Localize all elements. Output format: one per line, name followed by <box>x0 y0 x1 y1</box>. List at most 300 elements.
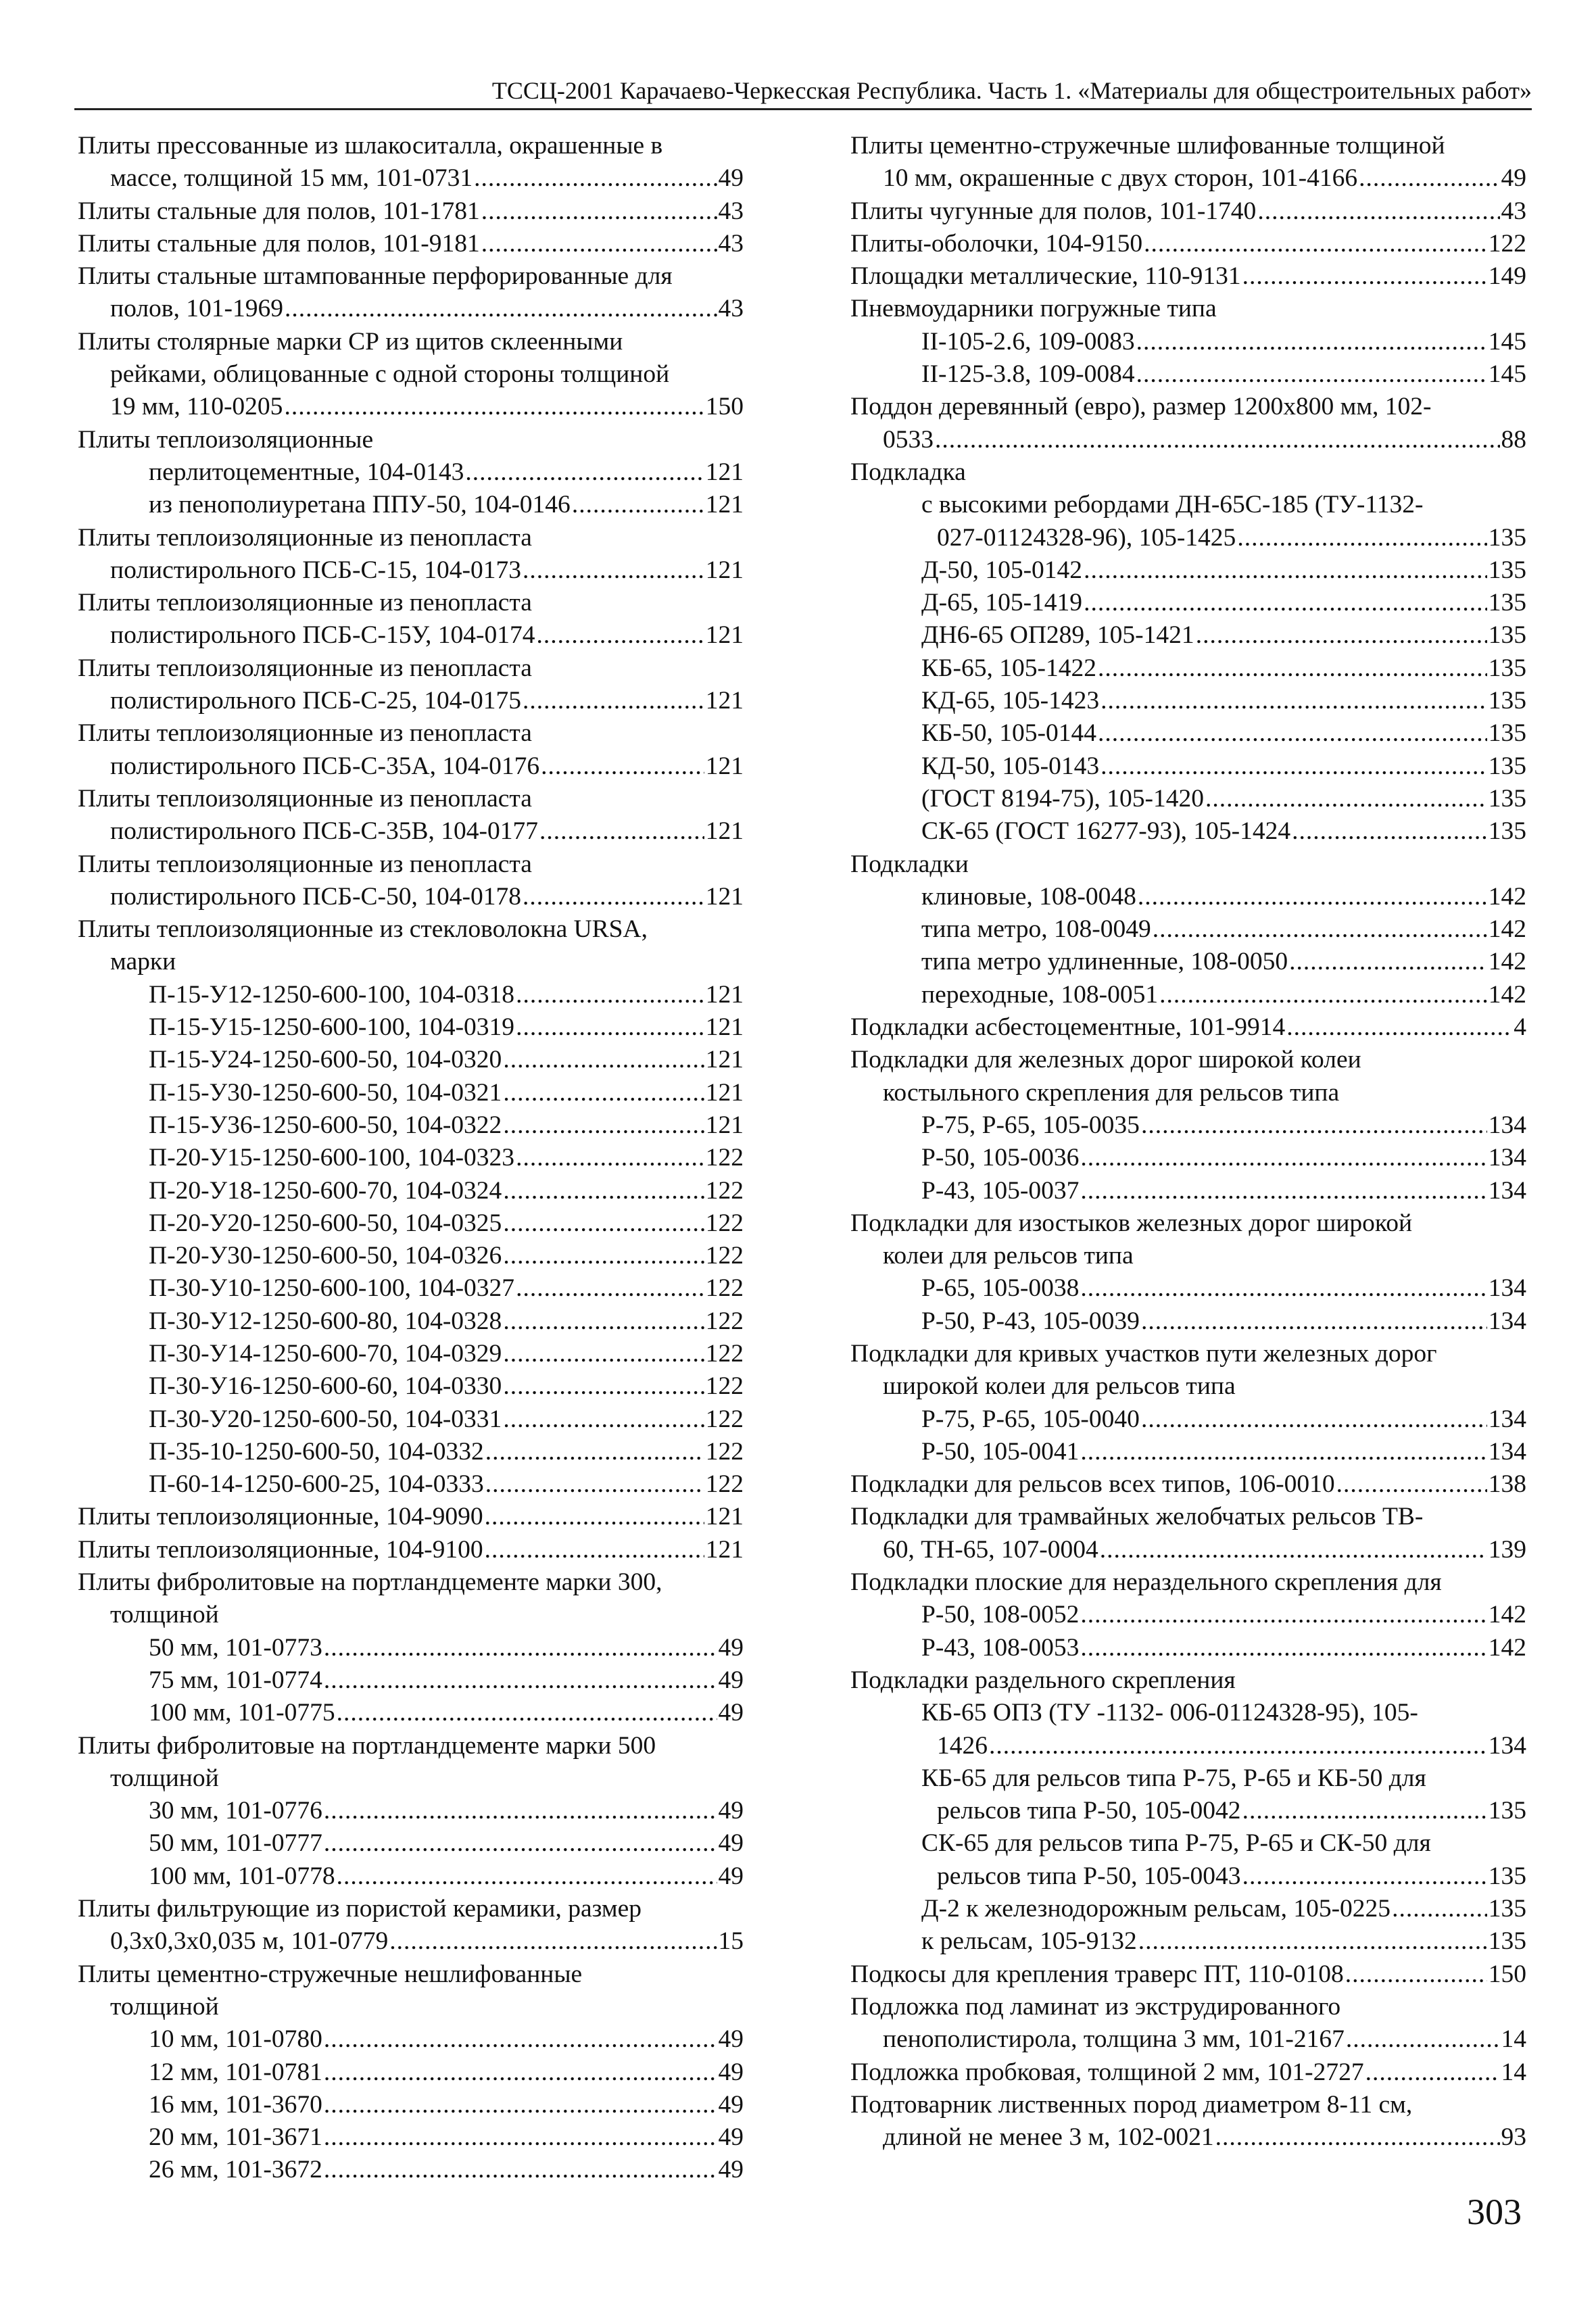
index-entry <box>78 1044 744 1076</box>
index-entry-text: толщиной <box>110 1601 219 1629</box>
index-entry-page: 49 <box>718 164 744 193</box>
index-entry <box>78 652 744 685</box>
index-entry-text: Плиты цементно-стружечные нешлифованные <box>78 1960 583 1988</box>
index-entry-page: 135 <box>1488 654 1526 682</box>
index-entry-text: пенополистирола, толщина 3 мм, 101-2167 <box>883 2025 1345 2054</box>
index-entry-text: к рельсам, 105-9132 <box>921 1927 1137 1956</box>
index-entry <box>850 619 1526 652</box>
index-entry-page: 4 <box>1514 1013 1526 1042</box>
index-entry <box>78 293 744 325</box>
index-entry <box>850 848 1526 881</box>
index-entry-page: 15 <box>718 1927 744 1956</box>
index-entry-text: Р-50, 105-0041 <box>921 1437 1080 1466</box>
index-entry-page: 138 <box>1488 1470 1526 1499</box>
index-entry-text: 12 мм, 101-0781 <box>149 2058 322 2086</box>
index-entry <box>78 2121 744 2154</box>
index-entry <box>850 1893 1526 1925</box>
index-entry <box>850 260 1526 293</box>
index-entry <box>78 587 744 619</box>
dot-leader <box>1215 2121 1500 2154</box>
dot-leader <box>516 1272 704 1305</box>
index-entry-text: колеи для рельсов типа <box>883 1242 1134 1270</box>
index-entry-text: Плиты стальные штампованные перфорированные для <box>78 262 673 291</box>
index-entry <box>850 1632 1526 1664</box>
index-entry-text: 50 мм, 101-0777 <box>149 1829 322 1858</box>
index-entry <box>78 979 744 1011</box>
index-entry-text: Плиты чугунные для полов, 101-1740 <box>850 197 1257 225</box>
index-entry-text: Подкладки для трамвайных желобчатых рельсов ТВ- <box>850 1503 1424 1531</box>
index-entry <box>850 1599 1526 1631</box>
index-entry-text: длиной не менее 3 м, 102-0021 <box>883 2123 1214 2152</box>
index-entry-text: П-15-У24-1250-600-50, 104-0320 <box>149 1046 502 1074</box>
index-entry-text: 100 мм, 101-0775 <box>149 1699 335 1727</box>
index-entry-text: Плиты теплоизоляционные из пенопласта <box>78 719 532 748</box>
index-entry-text: 75 мм, 101-0774 <box>149 1666 322 1694</box>
index-entry <box>850 1925 1526 1958</box>
index-entry <box>850 130 1526 162</box>
index-entry-page: 135 <box>1488 687 1526 715</box>
index-entry-page: 49 <box>1501 164 1526 193</box>
index-entry-text: из пенополиуретана ППУ-50, 104-0146 <box>149 491 571 519</box>
index-entry-text: Плиты теплоизоляционные из пенопласта <box>78 523 532 552</box>
index-entry <box>78 195 744 228</box>
index-entry-text: 0,3х0,3х0,035 м, 101-0779 <box>110 1927 389 1956</box>
index-entry <box>850 1501 1526 1533</box>
index-entry-text: полистирольного ПСБ-С-35А, 104-0176 <box>110 752 540 780</box>
index-entry <box>78 1664 744 1697</box>
index-entry <box>850 1272 1526 1305</box>
index-entry <box>850 1534 1526 1566</box>
index-entry <box>850 195 1526 228</box>
index-entry-text: Р-75, Р-65, 105-0040 <box>921 1405 1140 1433</box>
index-entry-text: Р-50, 105-0036 <box>921 1144 1080 1172</box>
index-entry-text: П-30-У14-1250-600-70, 104-0329 <box>149 1339 502 1368</box>
dot-leader <box>481 228 717 260</box>
index-entry <box>78 619 744 652</box>
index-entry <box>850 2089 1526 2121</box>
index-entry <box>850 1664 1526 1697</box>
dot-leader <box>284 391 704 423</box>
index-entry <box>850 1011 1526 1044</box>
index-entry <box>78 1991 744 2023</box>
index-entry-text: 19 мм, 110-0205 <box>110 393 283 421</box>
index-entry-page: 14 <box>1501 2025 1526 2054</box>
index-entry-text: 10 мм, 101-0780 <box>149 2025 322 2054</box>
dot-leader <box>1242 1795 1487 1827</box>
dot-leader <box>503 1175 704 1207</box>
dot-leader <box>503 1207 704 1240</box>
index-entry-text: II-125-3.8, 109-0084 <box>921 360 1135 389</box>
index-entry-text: Площадки металлические, 110-9131 <box>850 262 1241 291</box>
dot-leader <box>1100 1534 1487 1566</box>
index-entry <box>78 1958 744 1991</box>
index-entry-page: 93 <box>1501 2123 1526 2152</box>
index-entry <box>78 1436 744 1468</box>
dot-leader <box>485 1501 704 1533</box>
index-entry-text: типа метро удлиненные, 108-0050 <box>921 948 1288 976</box>
index-entry-page: 134 <box>1488 1437 1526 1466</box>
dot-leader <box>1153 913 1487 946</box>
index-entry <box>850 522 1526 554</box>
index-entry-page: 134 <box>1488 1274 1526 1303</box>
index-entry-page: 122 <box>705 1339 744 1368</box>
index-entry <box>78 1403 744 1436</box>
index-entry-text: Пневмоударники погружные типа <box>850 295 1217 323</box>
page-number: 303 <box>1467 2192 1522 2232</box>
index-entry-text: П-15-У30-1250-600-50, 104-0321 <box>149 1078 502 1107</box>
index-entry-text: Плиты теплоизоляционные из пенопласта <box>78 654 532 682</box>
index-entry-text: КБ-65, 105-1422 <box>921 654 1097 682</box>
dot-leader <box>324 2056 717 2089</box>
index-entry <box>78 1697 744 1729</box>
dot-leader <box>1136 358 1487 391</box>
index-entry-page: 121 <box>705 1535 744 1564</box>
index-entry-page: 121 <box>705 1013 744 1042</box>
index-entry-text: костыльного скрепления для рельсов типа <box>883 1078 1340 1107</box>
index-entry-text: 60, ТН-65, 107-0004 <box>883 1535 1098 1564</box>
index-entry <box>850 1860 1526 1893</box>
dot-leader <box>324 1632 717 1664</box>
index-entry-page: 135 <box>1488 589 1526 617</box>
index-entry <box>78 1893 744 1925</box>
dot-leader <box>1138 1925 1487 1958</box>
index-entry-page: 150 <box>705 393 744 421</box>
index-entry-page: 121 <box>705 1078 744 1107</box>
index-entry <box>78 358 744 391</box>
dot-leader <box>1345 1958 1487 1991</box>
index-entry <box>850 913 1526 946</box>
dot-leader <box>1084 587 1487 619</box>
dot-leader <box>1359 162 1499 195</box>
index-entry-text: П-30-У16-1250-600-60, 104-0330 <box>149 1372 502 1401</box>
index-entry-text: Подкладки для изостыков железных дорог широкой <box>850 1209 1413 1237</box>
index-entry <box>850 587 1526 619</box>
index-entry <box>850 1044 1526 1076</box>
index-entry <box>850 228 1526 260</box>
index-entry-page: 49 <box>718 2156 744 2184</box>
index-entry-page: 121 <box>705 1046 744 1074</box>
index-entry <box>78 717 744 750</box>
dot-leader <box>324 2089 717 2121</box>
index-entry-page: 122 <box>705 1242 744 1270</box>
index-entry <box>78 1011 744 1044</box>
index-entry <box>850 2023 1526 2056</box>
index-entry-text: Р-43, 108-0053 <box>921 1633 1080 1662</box>
index-entry-text: II-105-2.6, 109-0083 <box>921 327 1135 356</box>
index-entry <box>850 685 1526 717</box>
index-entry-page: 135 <box>1488 1895 1526 1923</box>
index-entry-text: полистирольного ПСБ-С-15, 104-0173 <box>110 556 522 584</box>
dot-leader <box>324 1827 717 1860</box>
index-entry <box>78 1175 744 1207</box>
index-entry-text: П-30-У20-1250-600-50, 104-0331 <box>149 1405 502 1433</box>
index-entry <box>78 2023 744 2056</box>
dot-leader <box>1080 1142 1486 1174</box>
index-entry-page: 135 <box>1488 817 1526 846</box>
dot-leader <box>1084 554 1487 587</box>
index-entry <box>850 1730 1526 1762</box>
index-entry <box>850 1142 1526 1174</box>
index-entry-text: Подкосы для крепления траверс ПТ, 110-0108 <box>850 1960 1344 1988</box>
dot-leader <box>1336 1468 1487 1501</box>
dot-leader <box>1080 1599 1486 1631</box>
dot-leader <box>337 1697 717 1729</box>
index-entry-text: Р-43, 105-0037 <box>921 1176 1080 1205</box>
index-entry-page: 43 <box>718 229 744 258</box>
index-entry <box>78 1305 744 1338</box>
index-entry-text: П-20-У18-1250-600-70, 104-0324 <box>149 1176 502 1205</box>
index-entry <box>850 652 1526 685</box>
index-entry-text: Подкладки для рельсов всех типов, 106-0010 <box>850 1470 1335 1499</box>
index-entry <box>78 1468 744 1501</box>
dot-leader <box>1289 946 1487 978</box>
index-entry <box>78 1632 744 1664</box>
index-entry <box>78 424 744 456</box>
index-entry-text: 027-01124328-96), 105-1425 <box>937 523 1236 552</box>
dot-leader <box>1237 522 1486 554</box>
index-entry-text: КБ-50, 105-0144 <box>921 719 1097 748</box>
index-entry-page: 135 <box>1488 1862 1526 1890</box>
dot-leader <box>1141 1403 1487 1436</box>
index-entry-text: П-30-У12-1250-600-80, 104-0328 <box>149 1307 502 1335</box>
index-entry-page: 121 <box>705 621 744 650</box>
index-entry-page: 142 <box>1488 980 1526 1009</box>
index-entry-text: клиновые, 108-0048 <box>921 882 1136 911</box>
index-entry <box>850 1077 1526 1109</box>
index-entry-text: толщиной <box>110 1764 219 1792</box>
index-entry-page: 121 <box>705 1111 744 1139</box>
dot-leader <box>541 750 704 783</box>
index-entry <box>850 424 1526 456</box>
index-entry-page: 121 <box>705 752 744 780</box>
index-entry-page: 135 <box>1488 719 1526 748</box>
index-entry-page: 49 <box>718 2090 744 2119</box>
dot-leader <box>1098 717 1487 750</box>
index-entry-text: 1426 <box>937 1731 988 1760</box>
index-entry-text: 0533 <box>883 425 934 454</box>
index-entry-page: 121 <box>705 817 744 846</box>
index-entry-text: Подкладки для железных дорог широкой колеи <box>850 1046 1361 1074</box>
index-entry-text: рельсов типа Р-50, 105-0043 <box>937 1862 1241 1890</box>
index-entry-page: 49 <box>718 2058 744 2086</box>
index-entry-text: Плиты-оболочки, 104-9150 <box>850 229 1143 258</box>
index-entry-page: 121 <box>705 687 744 715</box>
dot-leader <box>1141 1305 1487 1338</box>
index-entry-text: 10 мм, окрашенные с двух сторон, 101-4166 <box>883 164 1358 193</box>
index-entry <box>78 1795 744 1827</box>
index-entry-page: 142 <box>1488 1633 1526 1662</box>
index-entry-page: 43 <box>718 197 744 225</box>
index-entry <box>78 1762 744 1795</box>
index-entry-text: Д-2 к железнодорожным рельсам, 105-0225 <box>921 1895 1391 1923</box>
index-entry <box>850 783 1526 815</box>
index-entry <box>850 881 1526 913</box>
dot-leader <box>503 1338 704 1370</box>
index-entry-page: 49 <box>718 1797 744 1825</box>
index-entry-page: 134 <box>1488 1731 1526 1760</box>
dot-leader <box>536 619 704 652</box>
index-entry <box>850 979 1526 1011</box>
index-entry-text: Плиты фибролитовые на портландцементе марки 500 <box>78 1731 656 1760</box>
index-entry <box>78 1077 744 1109</box>
dot-leader <box>1242 260 1487 293</box>
index-entry-page: 145 <box>1488 327 1526 356</box>
index-entry <box>850 1762 1526 1795</box>
index-entry <box>78 1860 744 1893</box>
dot-leader <box>523 554 704 587</box>
index-entry <box>850 456 1526 489</box>
index-entry-text: П-20-У20-1250-600-50, 104-0325 <box>149 1209 502 1237</box>
index-entry <box>78 162 744 195</box>
index-entry-text: (ГОСТ 8194-75), 105-1420 <box>921 784 1205 813</box>
dot-leader <box>1196 619 1487 652</box>
index-entry <box>78 1566 744 1599</box>
index-entry-text: Плиты теплоизоляционные <box>78 425 374 454</box>
index-entry <box>78 1501 744 1533</box>
index-column-left <box>78 130 744 2187</box>
dot-leader <box>503 1109 704 1142</box>
dot-leader <box>516 1142 704 1174</box>
index-entry-text: 100 мм, 101-0778 <box>149 1862 335 1890</box>
dot-leader <box>485 1436 704 1468</box>
dot-leader <box>503 1044 704 1076</box>
index-entry-text: Подтоварник лиственных пород диаметром 8-11 см, <box>850 2090 1413 2119</box>
index-entry <box>850 326 1526 358</box>
index-entry-page: 122 <box>705 1144 744 1172</box>
index-entry-text: Плиты прессованные из шлакоситалла, окрашенные в <box>78 132 663 160</box>
dot-leader <box>1365 2056 1500 2089</box>
dot-leader <box>1101 685 1487 717</box>
index-entry-text: Подкладка <box>850 458 966 486</box>
index-entry-text: Д-50, 105-0142 <box>921 556 1083 584</box>
index-entry-text: полистирольного ПСБ-С-15У, 104-0174 <box>110 621 535 650</box>
index-entry <box>78 1925 744 1958</box>
index-entry-text: полов, 101-1969 <box>110 295 283 323</box>
index-entry <box>850 162 1526 195</box>
index-entry-text: с высокими ребордами ДН-65С-185 (ТУ-1132- <box>921 491 1424 519</box>
index-entry <box>850 554 1526 587</box>
index-entry-text: П-20-У30-1250-600-50, 104-0326 <box>149 1242 502 1270</box>
index-entry-page: 142 <box>1488 882 1526 911</box>
index-entry-page: 49 <box>718 2123 744 2152</box>
index-entry <box>850 1109 1526 1142</box>
index-entry <box>78 783 744 815</box>
dot-leader <box>481 195 717 228</box>
index-entry <box>850 1240 1526 1272</box>
index-entry <box>850 1991 1526 2023</box>
dot-leader <box>324 2154 717 2186</box>
index-entry <box>850 946 1526 978</box>
index-entry-page: 135 <box>1488 752 1526 780</box>
index-entry <box>78 1534 744 1566</box>
index-entry <box>78 1240 744 1272</box>
index-entry-page: 122 <box>705 1274 744 1303</box>
dot-leader <box>1292 815 1487 848</box>
index-entry <box>78 881 744 913</box>
dot-leader <box>1080 1272 1486 1305</box>
index-entry-text: 26 мм, 101-3672 <box>149 2156 322 2184</box>
index-entry <box>78 1142 744 1174</box>
dot-leader <box>1136 326 1487 358</box>
index-entry-text: 16 мм, 101-3670 <box>149 2090 322 2119</box>
index-entry <box>78 391 744 423</box>
dot-leader <box>503 1305 704 1338</box>
index-entry-page: 135 <box>1488 621 1526 650</box>
dot-leader <box>1346 2023 1500 2056</box>
index-entry-text: Подкладки плоские для нераздельного скрепления для <box>850 1568 1442 1597</box>
dot-leader <box>1080 1175 1486 1207</box>
index-entry-page: 142 <box>1488 915 1526 944</box>
dot-leader <box>1205 783 1487 815</box>
index-entry-text: Поддон деревянный (евро), размер 1200х800 мм, 102- <box>850 393 1432 421</box>
index-entry <box>78 1338 744 1370</box>
index-entry-page: 135 <box>1488 1927 1526 1956</box>
index-entry-page: 122 <box>705 1437 744 1466</box>
index-entry-page: 134 <box>1488 1144 1526 1172</box>
index-entry <box>78 554 744 587</box>
index-entry-text: Д-65, 105-1419 <box>921 589 1083 617</box>
dot-leader <box>516 1011 704 1044</box>
dot-leader <box>572 489 704 521</box>
index-entry-text: Плиты теплоизоляционные из стекловолокна URSA, <box>78 915 648 944</box>
dot-leader <box>337 1860 717 1893</box>
dot-leader <box>989 1730 1487 1762</box>
index-entry <box>850 1795 1526 1827</box>
index-entry-text: Подкладки для кривых участков пути железных дорог <box>850 1339 1437 1368</box>
index-entry-page: 122 <box>705 1307 744 1335</box>
index-entry <box>78 1370 744 1403</box>
index-entry-page: 135 <box>1488 1797 1526 1825</box>
index-entry-text: Подложка пробковая, толщиной 2 мм, 101-2727 <box>850 2058 1364 2086</box>
dot-leader <box>1101 750 1487 783</box>
index-entry-text: П-15-У36-1250-600-50, 104-0322 <box>149 1111 502 1139</box>
index-entry <box>78 2154 744 2186</box>
index-entry-text: П-30-У10-1250-600-100, 104-0327 <box>149 1274 515 1303</box>
index-entry-text: Плиты стальные для полов, 101-9181 <box>78 229 480 258</box>
index-entry <box>850 1338 1526 1370</box>
index-entry <box>78 946 744 978</box>
dot-leader <box>474 162 717 195</box>
index-entry-text: Подложка под ламинат из экструдированного <box>850 1992 1341 2021</box>
index-entry <box>78 1272 744 1305</box>
index-entry <box>850 489 1526 521</box>
index-entry <box>78 456 744 489</box>
index-entry-page: 121 <box>705 1503 744 1531</box>
dot-leader <box>539 815 704 848</box>
index-entry-text: Р-50, 108-0052 <box>921 1601 1080 1629</box>
dot-leader <box>503 1370 704 1403</box>
index-entry-text: Подкладки раздельного скрепления <box>850 1666 1236 1694</box>
index-entry-text: 50 мм, 101-0773 <box>149 1633 322 1662</box>
index-entry <box>78 815 744 848</box>
index-entry-text: марки <box>110 948 176 976</box>
index-entry <box>78 913 744 946</box>
dot-leader <box>1141 1109 1487 1142</box>
index-entry <box>78 2056 744 2089</box>
index-entry-text: Подкладки <box>850 850 969 878</box>
index-entry-text: СК-65 для рельсов типа Р-75, Р-65 и СК-50 для <box>921 1829 1431 1858</box>
dot-leader <box>1242 1860 1487 1893</box>
index-entry <box>850 358 1526 391</box>
dot-leader <box>485 1468 704 1501</box>
index-entry <box>78 848 744 881</box>
index-entry-text: перлитоцементные, 104-0143 <box>149 458 464 486</box>
index-entry-text: полистирольного ПСБ-С-25, 104-0175 <box>110 687 522 715</box>
index-entry-text: ДН6-65 ОП289, 105-1421 <box>921 621 1194 650</box>
dot-leader <box>389 1925 717 1958</box>
index-entry-text: переходные, 108-0051 <box>921 980 1159 1009</box>
index-entry-text: П-15-У12-1250-600-100, 104-0318 <box>149 980 515 1009</box>
